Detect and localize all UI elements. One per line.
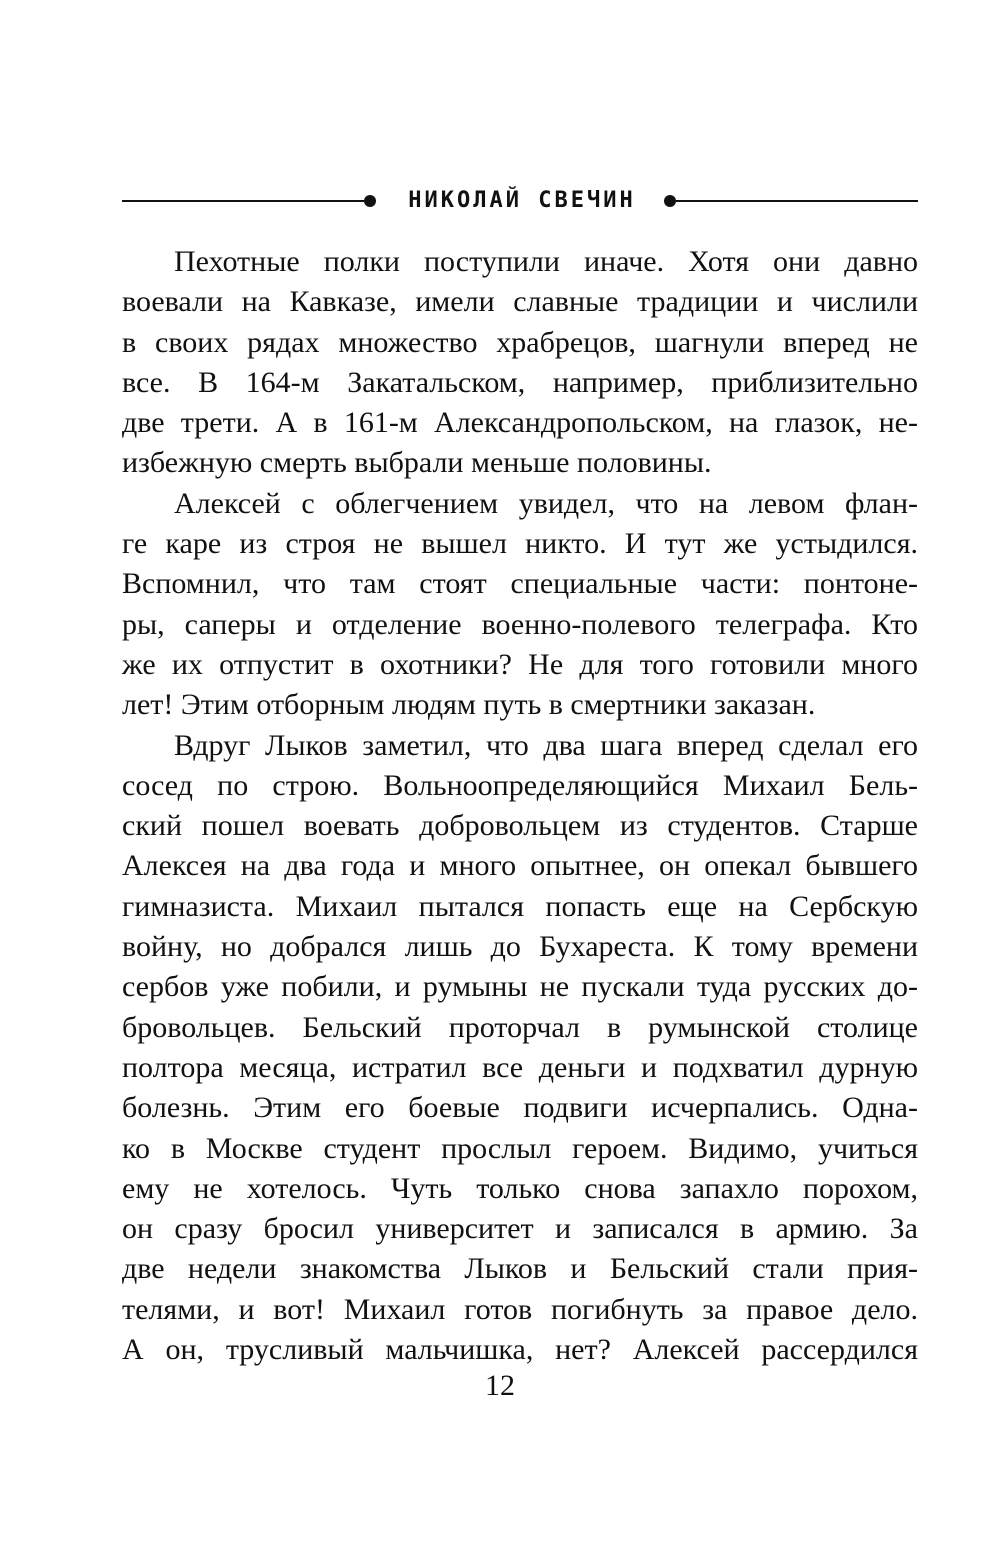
header-bullet-right	[664, 195, 676, 207]
text-line: избежную смерть выбрали меньше половины.	[122, 446, 712, 480]
text-line: ский пошел воевать добровольцем из студентов. Старше	[122, 809, 918, 843]
header-author-name: НИКОЛАЙ СВЕЧИН	[408, 188, 636, 213]
text-line: в своих рядах множество храбрецов, шагнули вперед не	[122, 325, 918, 359]
body-text	[122, 242, 918, 1370]
text-line: гимназиста. Михаил пытался попасть еще на Сербскую	[122, 889, 918, 923]
text-line: полтора месяца, истратил все деньги и подхватил дурную	[122, 1050, 918, 1084]
text-line: телями, и вот! Михаил готов погибнуть за правое дело.	[122, 1292, 918, 1326]
header-bullet-left	[364, 195, 376, 207]
text-line: войну, но добрался лишь до Бухареста. К тому времени	[122, 930, 918, 964]
text-line: же их отпустит в охотники? Не для того готовили много	[122, 647, 918, 681]
text-line: две трети. А в 161-м Александропольском, на глазок, не-	[122, 406, 918, 440]
text-line: Пехотные полки поступили иначе. Хотя они давно	[174, 245, 918, 278]
text-line: Вспомнил, что там стоят специальные части: понтоне-	[122, 567, 918, 601]
text-line: Алексея на два года и много опытнее, он опекал бывшего	[122, 849, 918, 883]
text-line: болезнь. Этим его боевые подвиги исчерпались. Одна-	[122, 1091, 918, 1125]
text-line: две недели знакомства Лыков и Бельский стали прия-	[122, 1252, 918, 1286]
text-line: бровольцев. Бельский проторчал в румынской столице	[122, 1010, 918, 1044]
text-line: ры, саперы и отделение военно-полевого телеграфа. Кто	[122, 607, 918, 641]
header-rule-right	[676, 200, 918, 202]
text-line: ге каре из строя не вышел никто. И тут же устыдился.	[122, 527, 918, 561]
page-number: 12	[485, 1369, 515, 1402]
text-line: ко в Москве студент прослыл героем. Видимо, учиться	[122, 1131, 918, 1165]
text-line: А он, трусливый мальчишка, нет? Алексей рассердился	[122, 1333, 918, 1367]
text-line: он сразу бросил университет и записался в армию. За	[122, 1212, 918, 1246]
text-line: Алексей с облегчением увидел, что на левом флан-	[174, 486, 918, 520]
running-header	[122, 186, 918, 216]
text-line: все. В 164-м Закатальском, например, приблизительно	[122, 365, 918, 399]
text-line: сербов уже побили, и румыны не пускали туда русских до-	[122, 970, 918, 1004]
text-line: воевали на Кавказе, имели славные традиции и числили	[122, 285, 918, 319]
header-rule-left	[122, 200, 364, 202]
text-line: ему не хотелось. Чуть только снова запахло порохом,	[122, 1171, 918, 1205]
text-line: сосед по строю. Вольноопределяющийся Михаил Бель-	[122, 768, 918, 802]
text-line: Вдруг Лыков заметил, что два шага вперед сделал его	[174, 728, 918, 762]
text-line: лет! Этим отборным людям путь в смертники заказан.	[122, 688, 816, 722]
